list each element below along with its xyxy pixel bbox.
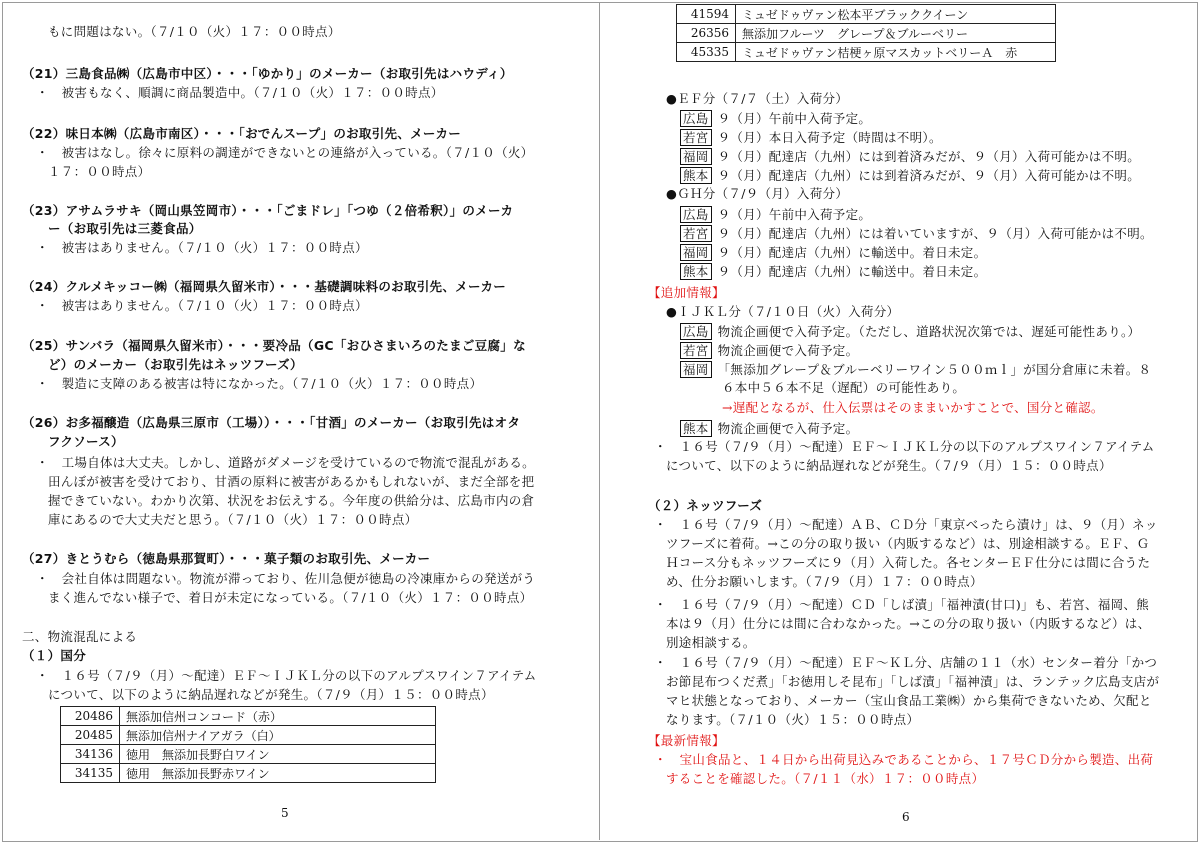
additional-info-label: 【追加情報】 xyxy=(648,285,725,300)
product-code: 34136 xyxy=(61,745,120,764)
ef-row xyxy=(680,129,942,146)
gh-row xyxy=(680,206,871,223)
table-row xyxy=(677,5,1056,24)
place-box: 広島 xyxy=(680,323,712,340)
text-line: もに問題はない。（７/１０（火）１７：００時点） xyxy=(48,24,341,39)
ijkl-row-text: 物流企画便で入荷予定。 xyxy=(717,343,859,358)
product-table-left xyxy=(60,706,436,783)
item-23-note: ・ 被害はありません。（７/１０（火）１７：００時点） xyxy=(36,240,368,255)
gh-row-text: ９（月）午前中入荷予定。 xyxy=(717,207,872,222)
gh-row xyxy=(680,244,986,261)
kokubu-bullet-cont: について、以下のように納品遅れなどが発生。（７/９（月）１５：００時点） xyxy=(48,687,494,702)
product-code: 20485 xyxy=(61,726,120,745)
place-box: 若宮 xyxy=(680,129,712,146)
item-26-note: ・ 工場自体は大丈夫。しかし、道路がダメージを受けているので物流で混乱がある。 xyxy=(36,455,535,470)
netz-line: ・ １６号（７/９（月）～配達）ＣＤ「しば漬」「福神漬(甘口)」も、若宮、福岡、熊 xyxy=(654,597,1150,612)
product-table-right xyxy=(676,4,1056,62)
table-row xyxy=(61,726,436,745)
netz-line: ・ １６号（７/９（月）～配達）ＥＦ～ＫＬ分、店舗の１１（水）センター着分「かつ xyxy=(654,655,1158,670)
section-heading-logistics: 二、物流混乱による xyxy=(22,629,138,644)
place-box: 福岡 xyxy=(680,244,712,261)
table-row xyxy=(61,745,436,764)
netz-line: Ｈコース分もネッツフーズに９（月）入荷した。各センターＥＦ仕分には間に合うた xyxy=(666,555,1151,570)
item-24-heading: （24）クルメキッコー㈱（福岡県久留米市）・・・基礎調味料のお取引先、メーカー xyxy=(22,279,507,294)
table-row xyxy=(677,43,1056,62)
netz-line: なります。（７/１０（火）１５：００時点） xyxy=(666,712,920,727)
kokubu-bullet: ・ １６号（７/９（月）～配達）ＥＦ～ＩＪＫＬ分の以下のアルプスワイン７アイテム xyxy=(654,439,1155,454)
latest-info-line: ・ 宝山食品と、１４日から出荷見込みであることから、１７号ＣＤ分から製造、出荷 xyxy=(654,752,1154,767)
table-row xyxy=(677,24,1056,43)
item-22-note-cont: １７：００時点） xyxy=(48,164,151,179)
place-box: 熊本 xyxy=(680,263,712,280)
ijkl-row-text: 物流企画便で入荷予定。（ただし、道路状況次第では、遅延可能性あり。） xyxy=(717,324,1141,339)
item-26-note-cont: 握できていない。わかり次第、状況をお伝えする。今年度の供給分は、広島市内の倉 xyxy=(48,493,535,508)
page-number: 5 xyxy=(281,806,289,820)
ijkl-fukuoka-red-note: →遅配となるが、仕入伝票はそのままいかすことで、国分と確認。 xyxy=(722,400,1104,415)
ef-row-text: ９（月）午前中入荷予定。 xyxy=(717,111,872,126)
ef-row xyxy=(680,167,1140,184)
item-25-heading-cont: ど）のメーカー（お取引先はネッツフーズ） xyxy=(48,357,303,372)
item-26-heading: （26）お多福醸造（広島県三原市（工場））・・・「甘酒」のメーカー（お取引先はオタ xyxy=(22,415,521,430)
place-box: 若宮 xyxy=(680,342,712,359)
ef-row xyxy=(680,148,1140,165)
product-name: ミュゼドゥヴァン桔梗ヶ原マスカットベリーＡ 赤 xyxy=(736,43,1056,62)
gh-row-text: ９（月）配達店（九州）に輸送中。着日未定。 xyxy=(717,264,987,279)
item-23-heading-cont: ー（お取引先は三菱食品） xyxy=(48,221,202,236)
netz-line: 本は９（月）仕分には間に合わなかった。→この分の取り扱い（内販するなど）は、 xyxy=(666,616,1151,631)
product-name: 徳用 無添加長野白ワイン xyxy=(120,745,436,764)
item-26-note-cont: 田んぼが被害を受けており、甘酒の原料に被害があるかもしれないが、まだ全部を把 xyxy=(48,474,535,489)
kokubu-bullet-cont: について、以下のように納品遅れなどが発生。（７/９（月）１５：００時点） xyxy=(666,458,1112,473)
netz-line: ツフーズに着荷。→この分の取り扱い（内販するなど）は、別途相談する。ＥＦ、Ｇ xyxy=(666,536,1150,551)
product-name: 徳用 無添加長野赤ワイン xyxy=(120,764,436,783)
item-27-heading: （27）きとうむら（徳島県那賀町）・・・菓子類のお取引先、メーカー xyxy=(22,551,431,566)
ijkl-row xyxy=(680,361,1151,378)
ijkl-row-text: 「無添加グレープ＆ブルーベリーワイン５００ｍｌ」が国分倉庫に未着。８ xyxy=(717,362,1152,377)
gh-row xyxy=(680,263,986,280)
ef-heading: ●ＥＦ分（７/７（土）入荷分） xyxy=(666,91,849,106)
gh-row-text: ９（月）配達店（九州）に輸送中。着日未定。 xyxy=(717,245,987,260)
latest-info-line: することを確認した。（７/１１（水）１７：００時点） xyxy=(666,771,985,786)
item-21-note: ・ 被害もなく、順調に商品製造中。（７/１０（火）１７：００時点） xyxy=(36,85,444,100)
item-21-heading: （21）三島食品㈱（広島市中区）・・・「ゆかり」のメーカー（お取引先はハウディ） xyxy=(22,66,513,81)
place-box: 熊本 xyxy=(680,420,712,437)
ijkl-fukuoka-cont: ６本中５６本不足（遅配）の可能性あり。 xyxy=(722,380,966,395)
product-code: 45335 xyxy=(677,43,736,62)
table-row xyxy=(61,764,436,783)
place-box: 熊本 xyxy=(680,167,712,184)
item-24-note: ・ 被害はありません。（７/１０（火）１７：００時点） xyxy=(36,298,368,313)
item-26-heading-cont: フクソース） xyxy=(48,434,124,449)
netz-line: 別途相談する。 xyxy=(666,635,756,650)
item-25-note: ・ 製造に支障のある被害は特になかった。（７/１０（火）１７：００時点） xyxy=(36,376,483,391)
place-box: 若宮 xyxy=(680,225,712,242)
item-27-note: ・ 会社自体は問題ない。物流が滞っており、佐川急便が徳島の冷凍庫からの発送がう xyxy=(36,571,536,586)
ijkl-row-text: 物流企画便で入荷予定。 xyxy=(717,421,859,436)
netz-line: マヒ状態となっており、メーカー（宝山食品工業㈱）から集荷できないため、欠配と xyxy=(666,693,1152,708)
ijkl-heading: ●ＩＪＫＬ分（７/１０日（火）入荷分） xyxy=(666,304,900,319)
gh-row-text: ９（月）配達店（九州）には着いていますが、９（月）入荷可能かは不明。 xyxy=(717,226,1153,241)
product-name: 無添加信州コンコード（赤） xyxy=(120,707,436,726)
item-22-note: ・ 被害はなし。徐々に原料の調達ができないとの連絡が入っている。（７/１０（火） xyxy=(36,145,534,160)
gh-row xyxy=(680,225,1153,242)
ef-row-text: ９（月）本日入荷予定（時間は不明）。 xyxy=(717,130,942,145)
page-number: 6 xyxy=(902,810,910,824)
place-box: 広島 xyxy=(680,110,712,127)
page-divider xyxy=(599,3,600,840)
product-name: ミュゼドゥヴァン松本平ブラッククイーン xyxy=(736,5,1056,24)
item-23-heading: （23）アサムラサキ（岡山県笠岡市）・・・「ごまドレ」「つゆ（２倍希釈）」のメーカ xyxy=(22,203,514,218)
ijkl-row xyxy=(680,323,1140,340)
item-22-heading: （22）味日本㈱（広島市南区）・・・「おでんスープ」のお取引先、メーカー xyxy=(22,126,462,141)
netz-line: お節昆布つくだ煮」「お徳用しそ昆布」「しば漬」「福神漬」は、ランテック広島支店が xyxy=(666,674,1160,689)
product-code: 41594 xyxy=(677,5,736,24)
item-26-note-cont: 庫にあるので大丈夫だと思う。（７/１０（火）１７：００時点） xyxy=(48,512,418,527)
place-box: 福岡 xyxy=(680,148,712,165)
product-name: 無添加フルーツ グレープ＆ブルーベリー xyxy=(736,24,1056,43)
ijkl-row xyxy=(680,342,858,359)
netz-line: め、仕分お願いします。（７/９（月）１７：００時点） xyxy=(666,574,983,589)
product-code: 34135 xyxy=(61,764,120,783)
kokubu-bullet: ・ １６号（７/９（月）～配達）ＥＦ～ＩＪＫＬ分の以下のアルプスワイン７アイテム xyxy=(36,668,537,683)
item-25-heading: （25）サンバラ（福岡県久留米市）・・・要冷品（GC「おひさまいろのたまご豆腐」な xyxy=(22,338,526,353)
item-27-note-cont: まく進んでない様子で、着日が未定になっている。（７/１０（火）１７：００時点） xyxy=(48,590,533,605)
place-box: 広島 xyxy=(680,206,712,223)
ef-row xyxy=(680,110,871,127)
gh-heading: ●ＧＨ分（７/９（月）入荷分） xyxy=(666,186,849,201)
ef-row-text: ９（月）配達店（九州）には到着済みだが、９（月）入荷可能かは不明。 xyxy=(717,149,1141,164)
table-row xyxy=(61,707,436,726)
ijkl-row xyxy=(680,420,858,437)
subsection-heading-kokubu: （１）国分 xyxy=(22,648,87,663)
product-name: 無添加信州ナイアガラ（白） xyxy=(120,726,436,745)
ef-row-text: ９（月）配達店（九州）には到着済みだが、９（月）入荷可能かは不明。 xyxy=(717,168,1141,183)
place-box: 福岡 xyxy=(680,361,712,378)
netz-line: ・ １６号（７/９（月）～配達）ＡＢ、ＣＤ分「東京べったら漬け」は、９（月）ネッ xyxy=(654,517,1158,532)
product-code: 26356 xyxy=(677,24,736,43)
netz-heading: （２）ネッツフーズ xyxy=(648,498,763,513)
latest-info-label: 【最新情報】 xyxy=(648,733,725,748)
product-code: 20486 xyxy=(61,707,120,726)
